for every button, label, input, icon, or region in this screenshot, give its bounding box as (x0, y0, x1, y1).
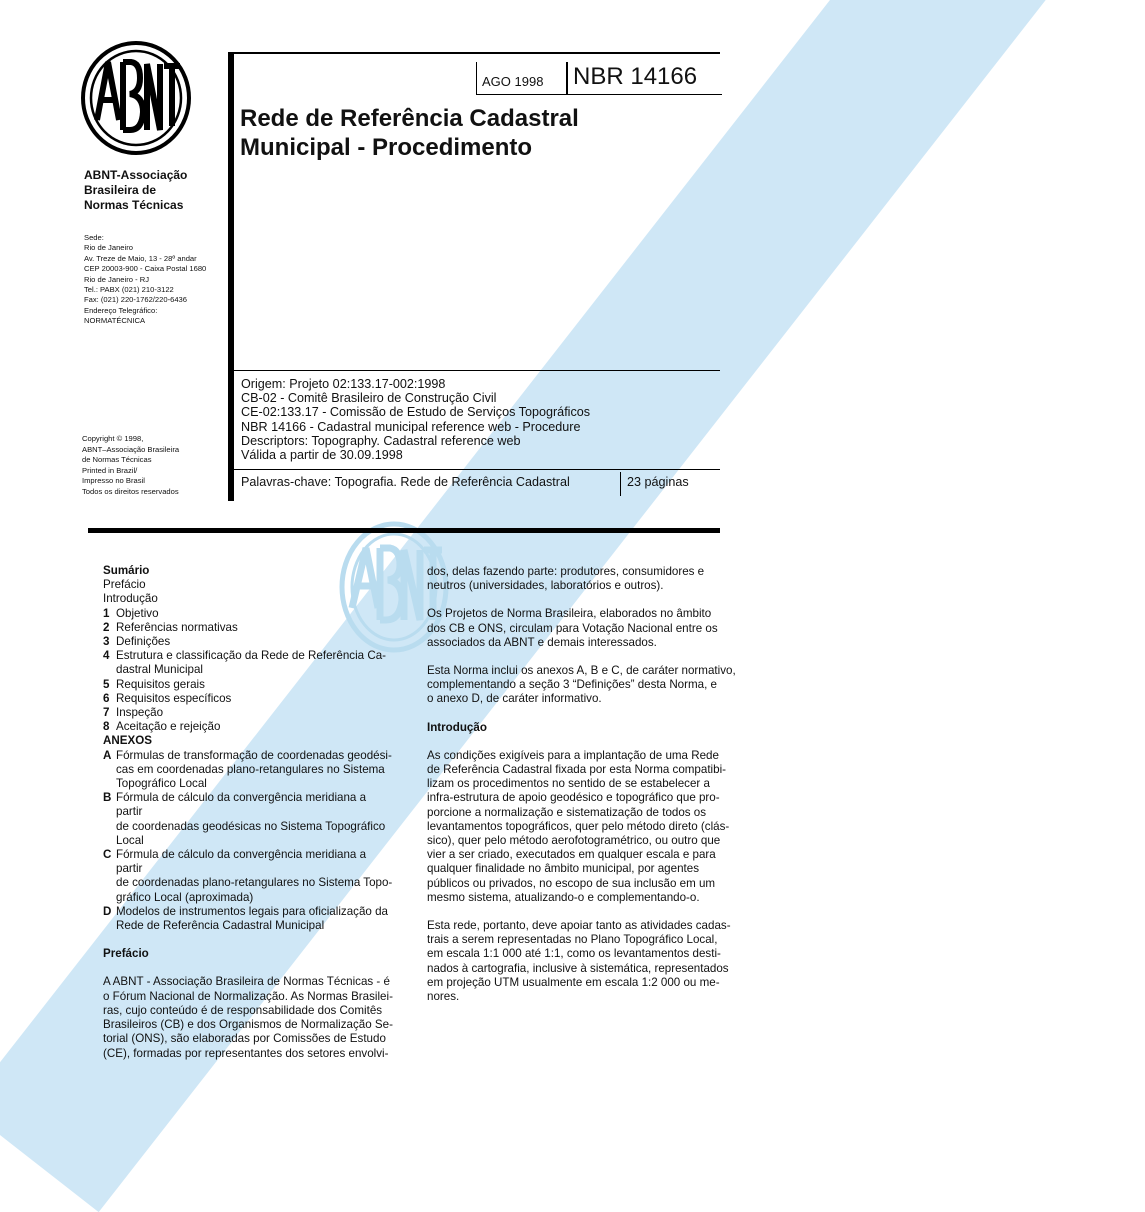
paragraph-line: vier a ser criado, executados em qualquer escala e para (427, 848, 716, 862)
paragraph-line: o anexo D, de caráter informativo. (427, 692, 602, 706)
preface-line: (CE), formadas por representantes dos setores envolvi- (103, 1046, 389, 1060)
standard-number: NBR 14166 (573, 63, 698, 90)
preface-line: A ABNT - Associação Brasileira de Normas Técnicas - é (103, 975, 390, 989)
paragraph-line: levantamentos topográficos, quer pelo método direto (clás- (427, 819, 730, 833)
header-vertical-rule (228, 53, 234, 501)
summary-item-8: 8 Aceitação e rejeição (103, 720, 221, 734)
preface-heading: Prefácio (103, 947, 149, 961)
paragraph-line: qualquer finalidade no âmbito municipal, por agentes (427, 862, 699, 876)
introduction-heading: Introdução (427, 720, 487, 734)
paragraph-line: dos, delas fazendo parte: produtores, consumidores e (427, 565, 705, 578)
paragraph-line: sico), quer pelo método aerofotogramétrico, ou outro que (427, 834, 721, 848)
paragraph-line: porcione a normalização e sistematização de todos os (427, 805, 707, 819)
annexes-heading: ANEXOS (103, 734, 152, 748)
paragraph-line: trais a serem representadas no Plano Topográfico Local, (427, 933, 718, 947)
header-top-rule (228, 52, 720, 54)
paragraph-line: de Referência Cadastral fixada por esta Norma compatibi- (427, 763, 727, 777)
paragraph-line: infra-estrutura de apoio geodésico e topográfico que pro- (427, 791, 720, 805)
paragraph-line: dos CB e ONS, circulam para Votação Nacional entre os (427, 621, 718, 635)
summary-entry-introducao: Introdução (103, 592, 158, 606)
abnt-logo-icon (80, 40, 192, 156)
paragraph-line: nados à cartografia, inclusive à sistemática, representados (427, 961, 729, 975)
annex-item-b: B Fórmula de cálculo da convergência meridiana a partir de coordenadas geodésicas no Sistema Topográfico Local (103, 791, 386, 847)
preface-line: ras, cujo conteúdo é de responsabilidade dos Comitês (103, 1003, 383, 1017)
summary-item-2: 2 Referências normativas (103, 620, 238, 634)
paragraph-line: associados da ABNT e demais interessados. (427, 635, 657, 649)
document-title: Rede de Referência Cadastral Municipal - Procedimento (240, 105, 579, 161)
section-divider-bar (88, 528, 720, 533)
paragraph-line: complementando a seção 3 “Definições” desta Norma, e (427, 678, 717, 692)
summary-item-6: 6 Requisitos específicos (103, 691, 232, 705)
publication-date: AGO 1998 (482, 74, 544, 89)
annex-item-d: D Modelos de instrumentos legais para oficialização da Rede de Referência Cadastral Municipal (103, 904, 388, 933)
keywords-top-rule (234, 469, 720, 470)
paragraph-line: Esta Norma inclui os anexos A, B e C, de caráter normativo, (427, 664, 736, 678)
organization-name: ABNT-Associação Brasileira de Normas Técnicas (84, 168, 188, 212)
page-count: 23 páginas (627, 475, 689, 489)
keywords-separator (620, 472, 621, 496)
paragraph-line: As condições exigíveis para a implantação de uma Rede (427, 748, 719, 762)
paragraph-line: neutros (universidades, laboratórios e outros). (427, 579, 664, 593)
summary-item-7: 7 Inspeção (103, 706, 164, 720)
right-column (427, 565, 736, 1004)
preface-line: o Fórum Nacional de Normalização. As Normas Brasilei- (103, 989, 393, 1003)
origin-block: Origem: Projeto 02:133.17-002:1998 CB-02 - Comitê Brasileiro de Construção Civil CE-02:133.17 - Comissão de Estudo de Serviços Topográficos NBR 14166 - Cadastral municipal reference web - Procedure Descriptors: Topography. Cadastral reference web Válida a partir de 30.09.1998 (241, 377, 591, 463)
summary-item-4: 4 Estrutura e classificação da Rede de Referência Ca- dastral Municipal (103, 649, 387, 677)
paragraph-line: em escala 1:1 000 até 1:1, como os levantamentos desti- (427, 947, 721, 961)
left-column (103, 564, 395, 1061)
keywords: Palavras-chave: Topografia. Rede de Referência Cadastral (241, 475, 570, 489)
annex-item-a: A Fórmulas de transformação de coordenadas geodési- cas em coordenadas plano-retangulares no Sistema Topográfico Local (103, 748, 392, 791)
paragraph-line: em projeção UTM usualmente em escala 1:2 000 ou me- (427, 975, 720, 989)
origin-top-rule (234, 370, 720, 371)
paragraph-line: Esta rede, portanto, deve apoiar tanto as atividades cadas- (427, 919, 731, 933)
annex-item-c: C Fórmula de cálculo da convergência meridiana a partir de coordenadas plano-retangulares no Sistema Topo- gráfico Local (aproximada) (103, 848, 393, 904)
paragraph-line: públicos ou privados, no escopo de sua inclusão em um (427, 876, 716, 890)
headquarters-address: Sede: Rio de Janeiro Av. Treze de Maio, 13 - 28º andar CEP 20003-900 - Caixa Postal 1680 Rio de Janeiro - RJ Tel.: PABX (021) 210-3122 Fax: (021) 220-1762/220-6436 Endereço Telegráfico: NORMATÉCNICA (84, 233, 207, 326)
summary-entry-prefacio: Prefácio (103, 578, 146, 592)
preface-line: Brasileiros (CB) e dos Organismos de Normalização Se- (103, 1018, 393, 1032)
summary-item-5: 5 Requisitos gerais (103, 677, 205, 691)
summary-heading: Sumário (103, 564, 150, 577)
paragraph-line: Os Projetos de Norma Brasileira, elaborados no âmbito (427, 607, 712, 621)
preface-line: torial (ONS), são elaboradas por Comissões de Estudo (103, 1032, 386, 1046)
copyright-notice: Copyright © 1998, ABNT–Associação Brasileira de Normas Técnicas Printed in Brazil/ Impresso no Brasil Todos os direitos reservados (82, 434, 180, 496)
summary-item-1: 1 Objetivo (103, 606, 159, 620)
paragraph-line: lizam os procedimentos no sentido de se estabelecer a (427, 777, 710, 791)
paragraph-line: nores. (427, 990, 460, 1004)
paragraph-line: mesmo sistema, atualizando-o e complementando-o. (427, 890, 700, 904)
summary-item-3: 3 Definições (103, 635, 171, 649)
